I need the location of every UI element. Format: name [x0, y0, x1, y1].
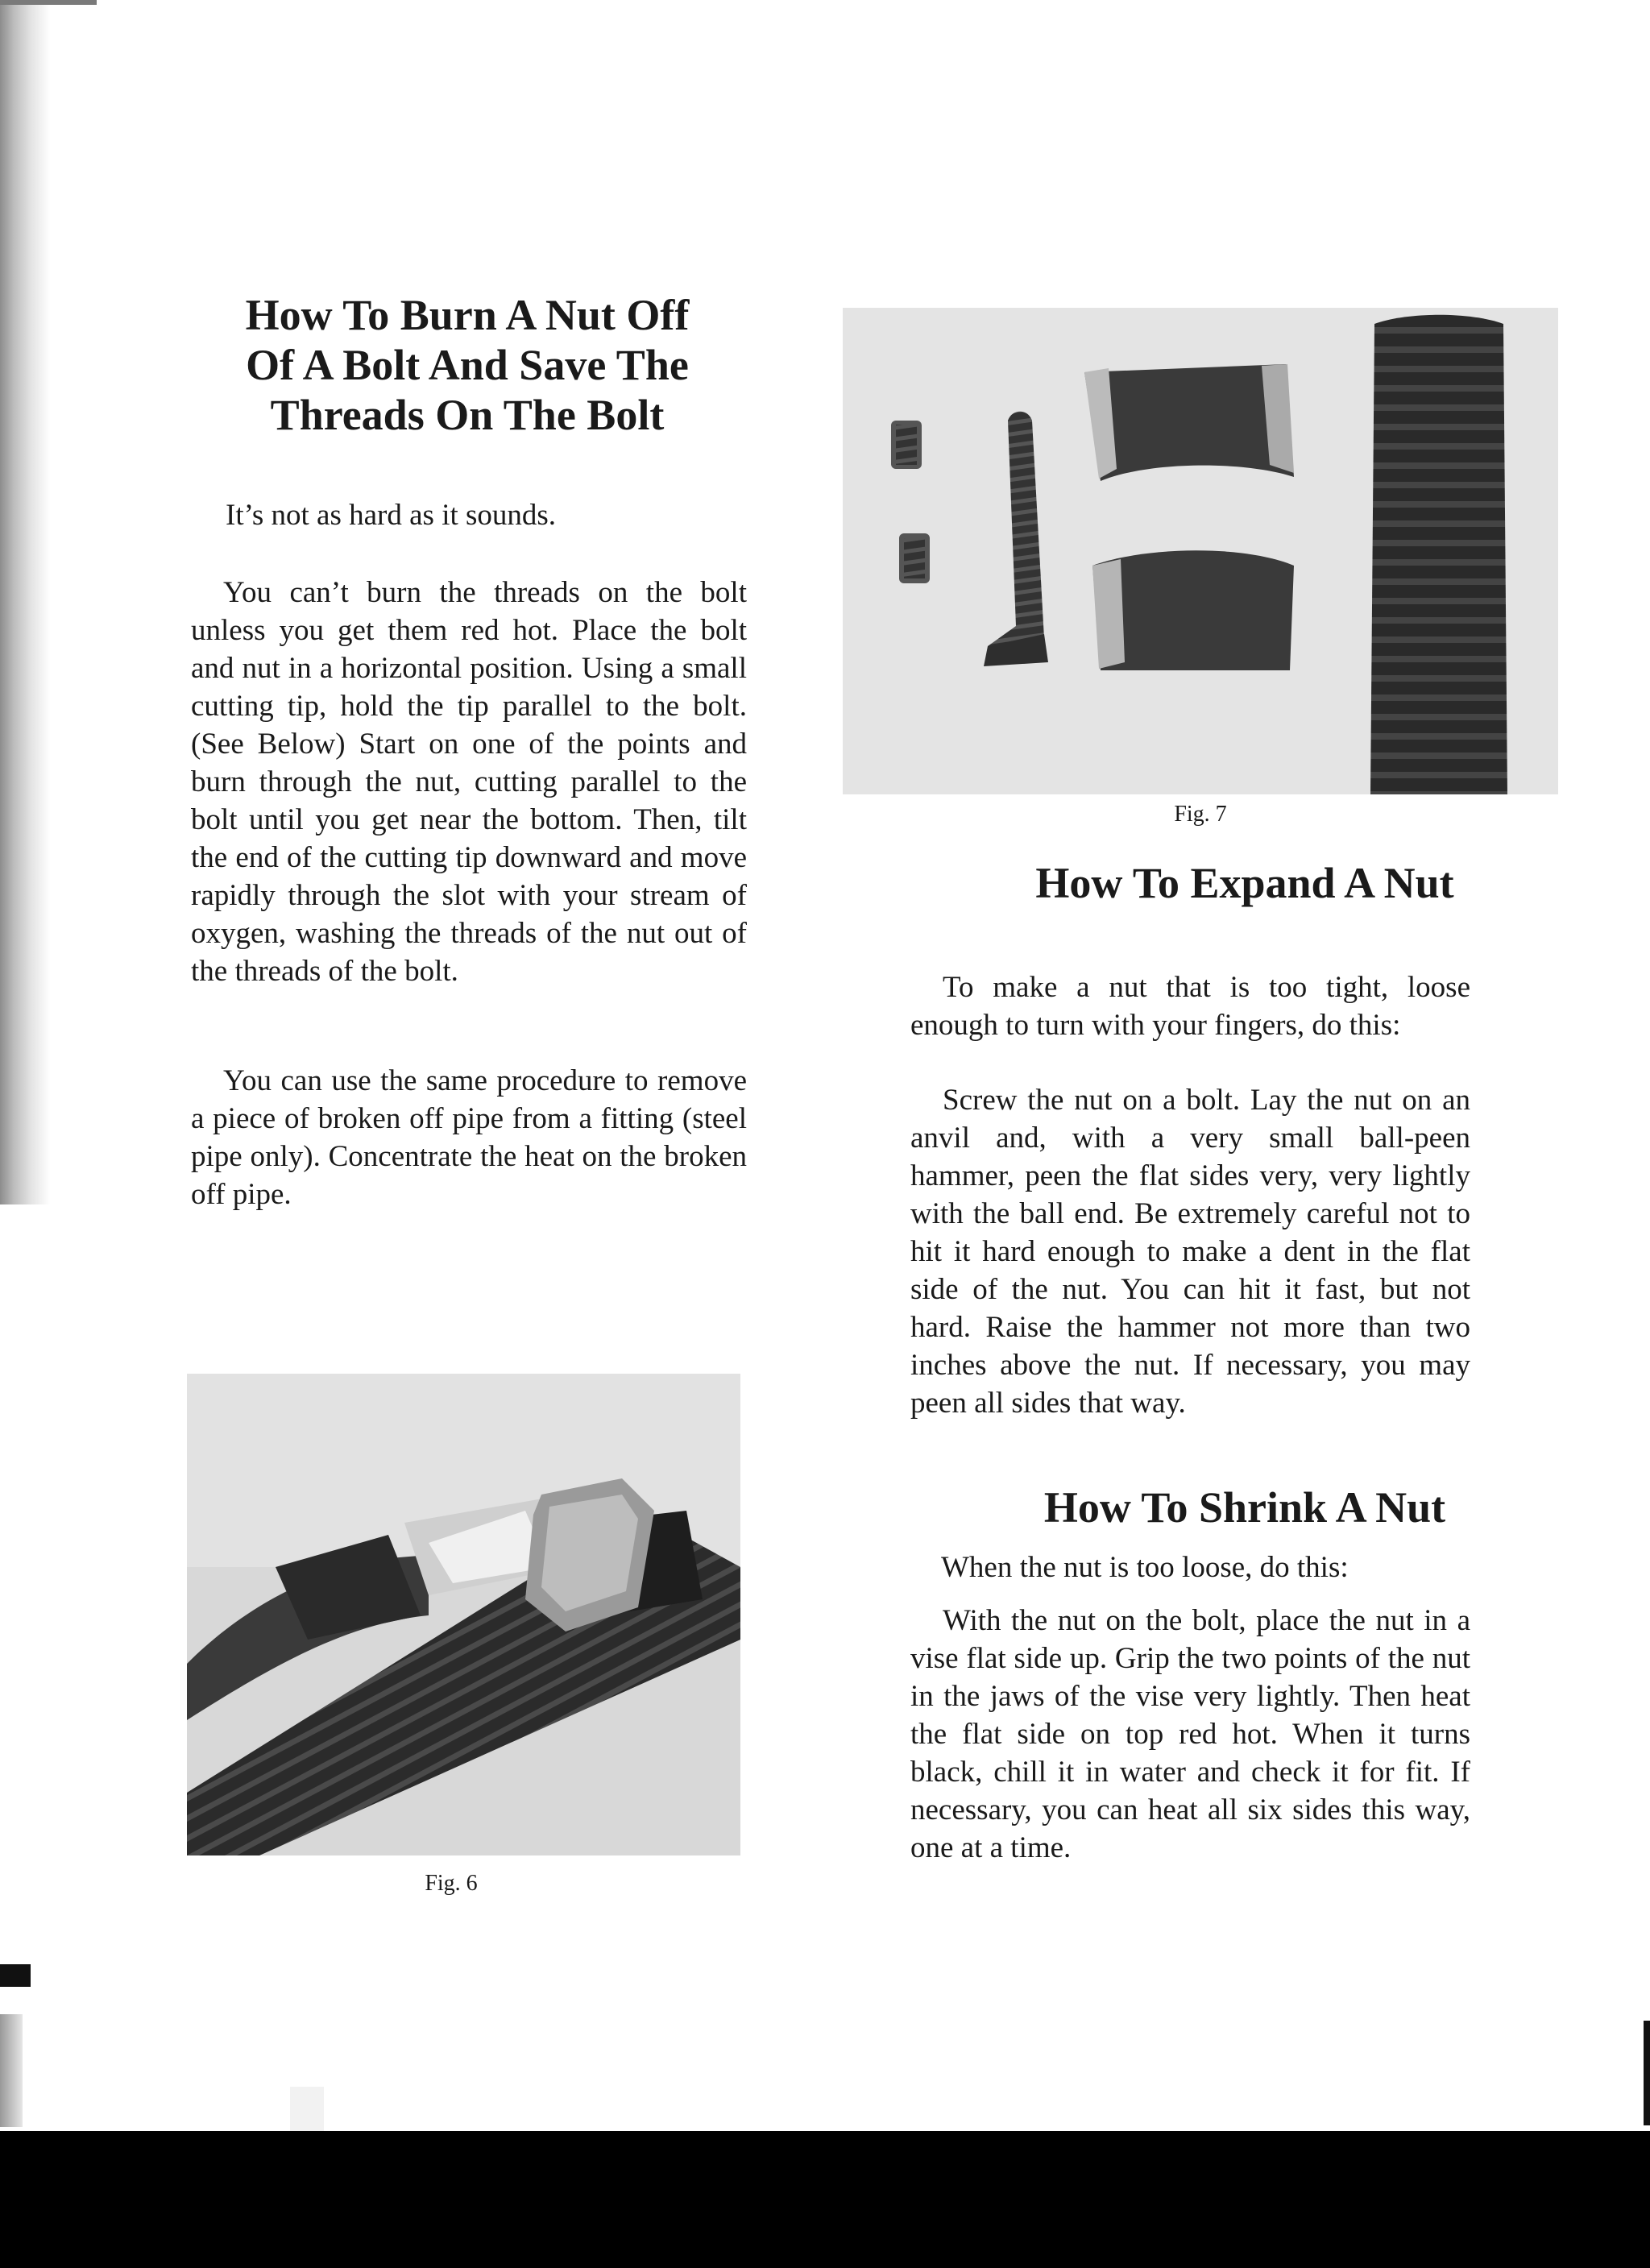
figure-7-caption: Fig. 7 [1174, 802, 1227, 827]
figure-6-photo [187, 1374, 740, 1855]
burn-paragraph-1: You can’t burn the threads on the bolt unless you get them red hot. Place the bolt and nut in a horizontal position. Using a small cutting tip, hold the tip parallel to the bolt. (See Below) Start on one of the points and burn through the nut, cutting parallel to the bolt until you get near the bottom. Then, tilt the end of the cutting tip downward and move rapidly through the slot with your stream of oxygen, washing the threads of the nut out of the threads of the bolt. [191, 576, 747, 988]
heading-shrink-nut: How To Shrink A Nut [1043, 1483, 1446, 1532]
scan-smudge [290, 2087, 324, 2131]
figure-7-photo [843, 308, 1558, 794]
heading-line: Threads On The Bolt [270, 391, 665, 439]
page-edge-mark-right [1644, 2021, 1650, 2125]
burn-intro-text: It’s not as hard as it sounds. [226, 499, 557, 532]
shrink-paragraph-1: When the nut is too loose, do this: [941, 1551, 1349, 1584]
figure-6-caption: Fig. 6 [425, 1871, 478, 1896]
book-spine-shadow [0, 0, 50, 1204]
heading-line: Of A Bolt And Save The [246, 341, 689, 389]
heading-expand-nut: How To Expand A Nut [1035, 859, 1454, 907]
burn-paragraph-2: You can use the same procedure to remove a piece of broken off pipe from a fitting (steel pipe only). Concentrate the heat on the broken off pipe. [191, 1064, 747, 1211]
page-edge-mark [0, 0, 97, 5]
expand-paragraph-2: Screw the nut on a bolt. Lay the nut on an anvil and, with a very small ball-peen hammer, peen the flat sides very, very lightly with the ball end. Be extremely careful not to hit it hard enough to make a dent in the flat side of the nut. You can hit it fast, but not hard. Raise the hammer not more than two inches above the nut. If necessary, you may peen all sides that way. [910, 1084, 1470, 1420]
heading-line: How To Burn A Nut Off [245, 291, 690, 339]
book-spine-shadow-lower [0, 2014, 23, 2127]
heading-burn-nut [193, 290, 741, 440]
scan-bottom-border [0, 2131, 1650, 2268]
expand-paragraph-1: To make a nut that is too tight, loose enough to turn with your fingers, do this: [910, 971, 1470, 1042]
binding-mark [0, 1964, 31, 1987]
shrink-paragraph-2: With the nut on the bolt, place the nut in a vise flat side up. Grip the two points of the nut in the jaws of the vise very lightly. Then heat the flat side on top red hot. When it turns black, chill it in water and check it for fit. If necessary, you can heat all six sides this way, one at a time. [910, 1604, 1470, 1864]
